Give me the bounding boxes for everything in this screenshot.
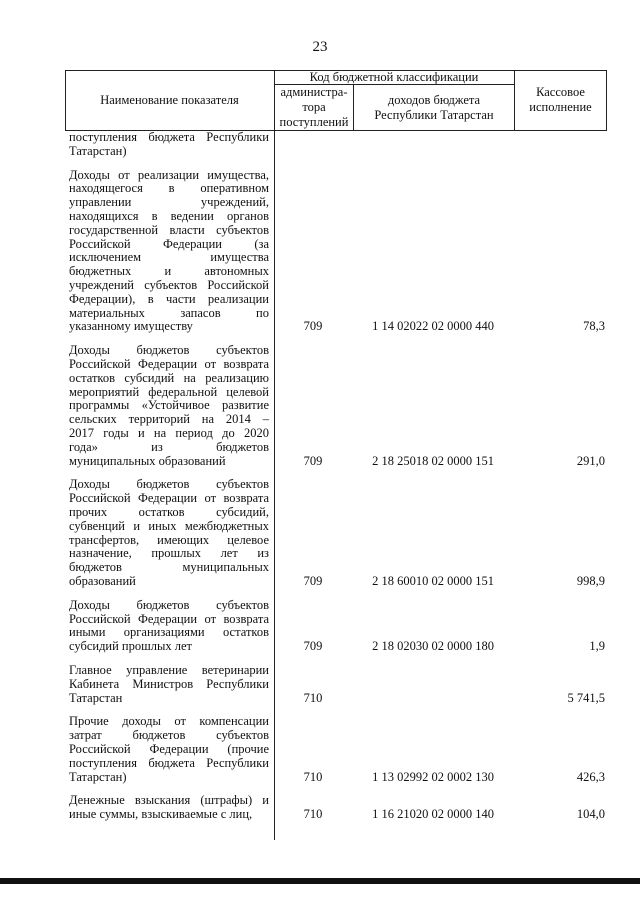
indicator-name: [69, 794, 269, 822]
income-code: 2 18 02030 02 0000 180: [372, 639, 494, 654]
indicator-name-line: Прочие доходы от компенсации: [69, 714, 269, 729]
indicator-name-line: Федерации), в части реализации: [69, 291, 269, 306]
admin-code: 709: [303, 319, 323, 334]
income-code: 2 18 60010 02 0000 151: [372, 573, 494, 588]
indicator-name-line: материальных запасов по: [69, 305, 269, 320]
header-income-column: доходов бюджета Республики Татарстан: [374, 93, 494, 122]
table-row: [65, 478, 607, 588]
indicator-name-line: прочих остатков субсидий,: [69, 504, 269, 519]
indicator-name-line: исключением имущества: [69, 250, 269, 265]
income-code: 2 18 25018 02 0000 151: [372, 453, 494, 468]
indicator-name-line: остатков субсидий на реализацию: [69, 370, 269, 385]
indicator-name-line: поступления бюджета Республики: [69, 755, 269, 770]
indicator-name-line: назначение, прошлых лет из: [69, 546, 269, 561]
indicator-name-line: Татарстан): [69, 769, 127, 784]
admin-code: 709: [303, 573, 323, 588]
indicator-name: [69, 715, 269, 784]
indicator-name-line: Российской Федерации от возврата: [69, 356, 269, 371]
indicator-name-line: муниципальных образований: [69, 453, 226, 468]
indicator-name: [69, 344, 269, 468]
indicator-name-line: государственной власти субъектов: [69, 222, 269, 237]
table-row: [65, 715, 607, 784]
indicator-name-line: Российской Федерации от возврата: [69, 491, 269, 506]
header-admin-column: администра- тора поступлений: [279, 85, 349, 129]
indicator-name-line: субсидий прошлых лет: [69, 639, 193, 654]
indicator-name-line: указанному имуществу: [69, 319, 193, 334]
admin-code: 709: [303, 453, 323, 468]
indicator-name-line: субвенций и иных межбюджетных: [69, 518, 269, 533]
admin-code: 710: [303, 769, 323, 784]
table-row: [65, 599, 607, 654]
indicator-name-line: программы «Устойчивое развитие: [69, 398, 269, 413]
budget-table: [65, 70, 607, 840]
indicator-name: [69, 478, 269, 588]
page-bottom-border: [0, 878, 640, 884]
indicator-name-line: Главное управление ветеринарии: [69, 663, 269, 677]
indicator-name-line: Российской Федерации (прочие: [69, 741, 269, 756]
indicator-name-line: поступления бюджета Республики: [69, 130, 269, 144]
indicator-name-line: иные суммы, взыскиваемые с лиц,: [69, 807, 253, 822]
indicator-name-line: управлении учреждений,: [69, 195, 269, 210]
indicator-name-line: года» из бюджетов: [69, 439, 269, 454]
income-code: 1 13 02992 02 0002 130: [372, 769, 494, 784]
indicator-name-line: Российской Федерации от возврата: [69, 611, 269, 626]
table-row: [65, 169, 607, 335]
indicator-name-line: бюджетов муниципальных: [69, 560, 269, 575]
indicator-name: [69, 131, 269, 159]
table-row: [65, 344, 607, 468]
income-code: 1 14 02022 02 0000 440: [372, 319, 494, 334]
indicator-name: [69, 169, 269, 335]
header-classification-group: Код бюджетной классификации: [309, 70, 479, 84]
table-row: [65, 794, 607, 822]
header-amount-column: Кассовое исполнение: [529, 85, 592, 114]
cash-execution-amount: 78,3: [583, 319, 605, 334]
admin-code: 710: [303, 690, 323, 705]
indicator-name-line: трансфертов, имеющих целевое: [69, 532, 269, 547]
indicator-name-line: иными организациями остатков: [69, 625, 269, 640]
cash-execution-amount: 104,0: [576, 807, 605, 822]
page-number: 23: [312, 39, 328, 55]
indicator-name-line: Доходы бюджетов субъектов: [69, 477, 269, 492]
cash-execution-amount: 291,0: [576, 453, 605, 468]
indicator-name: [69, 599, 269, 654]
indicator-name-line: находящихся в ведении органов: [69, 208, 269, 223]
cash-execution-amount: 998,9: [576, 573, 605, 588]
indicator-name-line: образований: [69, 573, 136, 588]
indicator-name-line: находящегося в оперативном: [69, 181, 269, 196]
indicator-name-line: Доходы бюджетов субъектов: [69, 597, 269, 612]
indicator-name-line: Денежные взыскания (штрафы) и: [69, 793, 269, 808]
indicator-name: [69, 664, 269, 705]
indicator-name-line: Доходы от реализации имущества,: [69, 167, 269, 182]
cash-execution-amount: 426,3: [576, 769, 605, 784]
indicator-name-line: сельских территорий на 2014 –: [69, 412, 269, 427]
table-row: [65, 131, 607, 159]
indicator-name-line: Татарстан: [69, 690, 123, 705]
admin-code: 709: [303, 639, 323, 654]
cash-execution-amount: 5 741,5: [567, 690, 605, 705]
admin-code: 710: [303, 807, 323, 822]
table-row: [65, 664, 607, 705]
indicator-name-line: учреждений субъектов Российской: [69, 277, 269, 292]
cash-execution-amount: 1,9: [589, 639, 605, 654]
indicator-name-line: затрат бюджетов субъектов: [69, 728, 269, 743]
indicator-name-line: 2017 годы и на период до 2020: [69, 425, 269, 440]
indicator-name-line: Татарстан): [69, 143, 127, 158]
indicator-name-line: Доходы бюджетов субъектов: [69, 343, 269, 358]
indicator-name-line: Российской Федерации (за: [69, 236, 269, 251]
indicator-name-line: Кабинета Министров Республики: [69, 676, 269, 691]
income-code: 1 16 21020 02 0000 140: [372, 807, 494, 822]
indicator-name-line: бюджетных и автономных: [69, 264, 269, 279]
header-name-column: Наименование показателя: [100, 93, 239, 107]
indicator-name-line: мероприятий федеральной целевой: [69, 384, 269, 399]
